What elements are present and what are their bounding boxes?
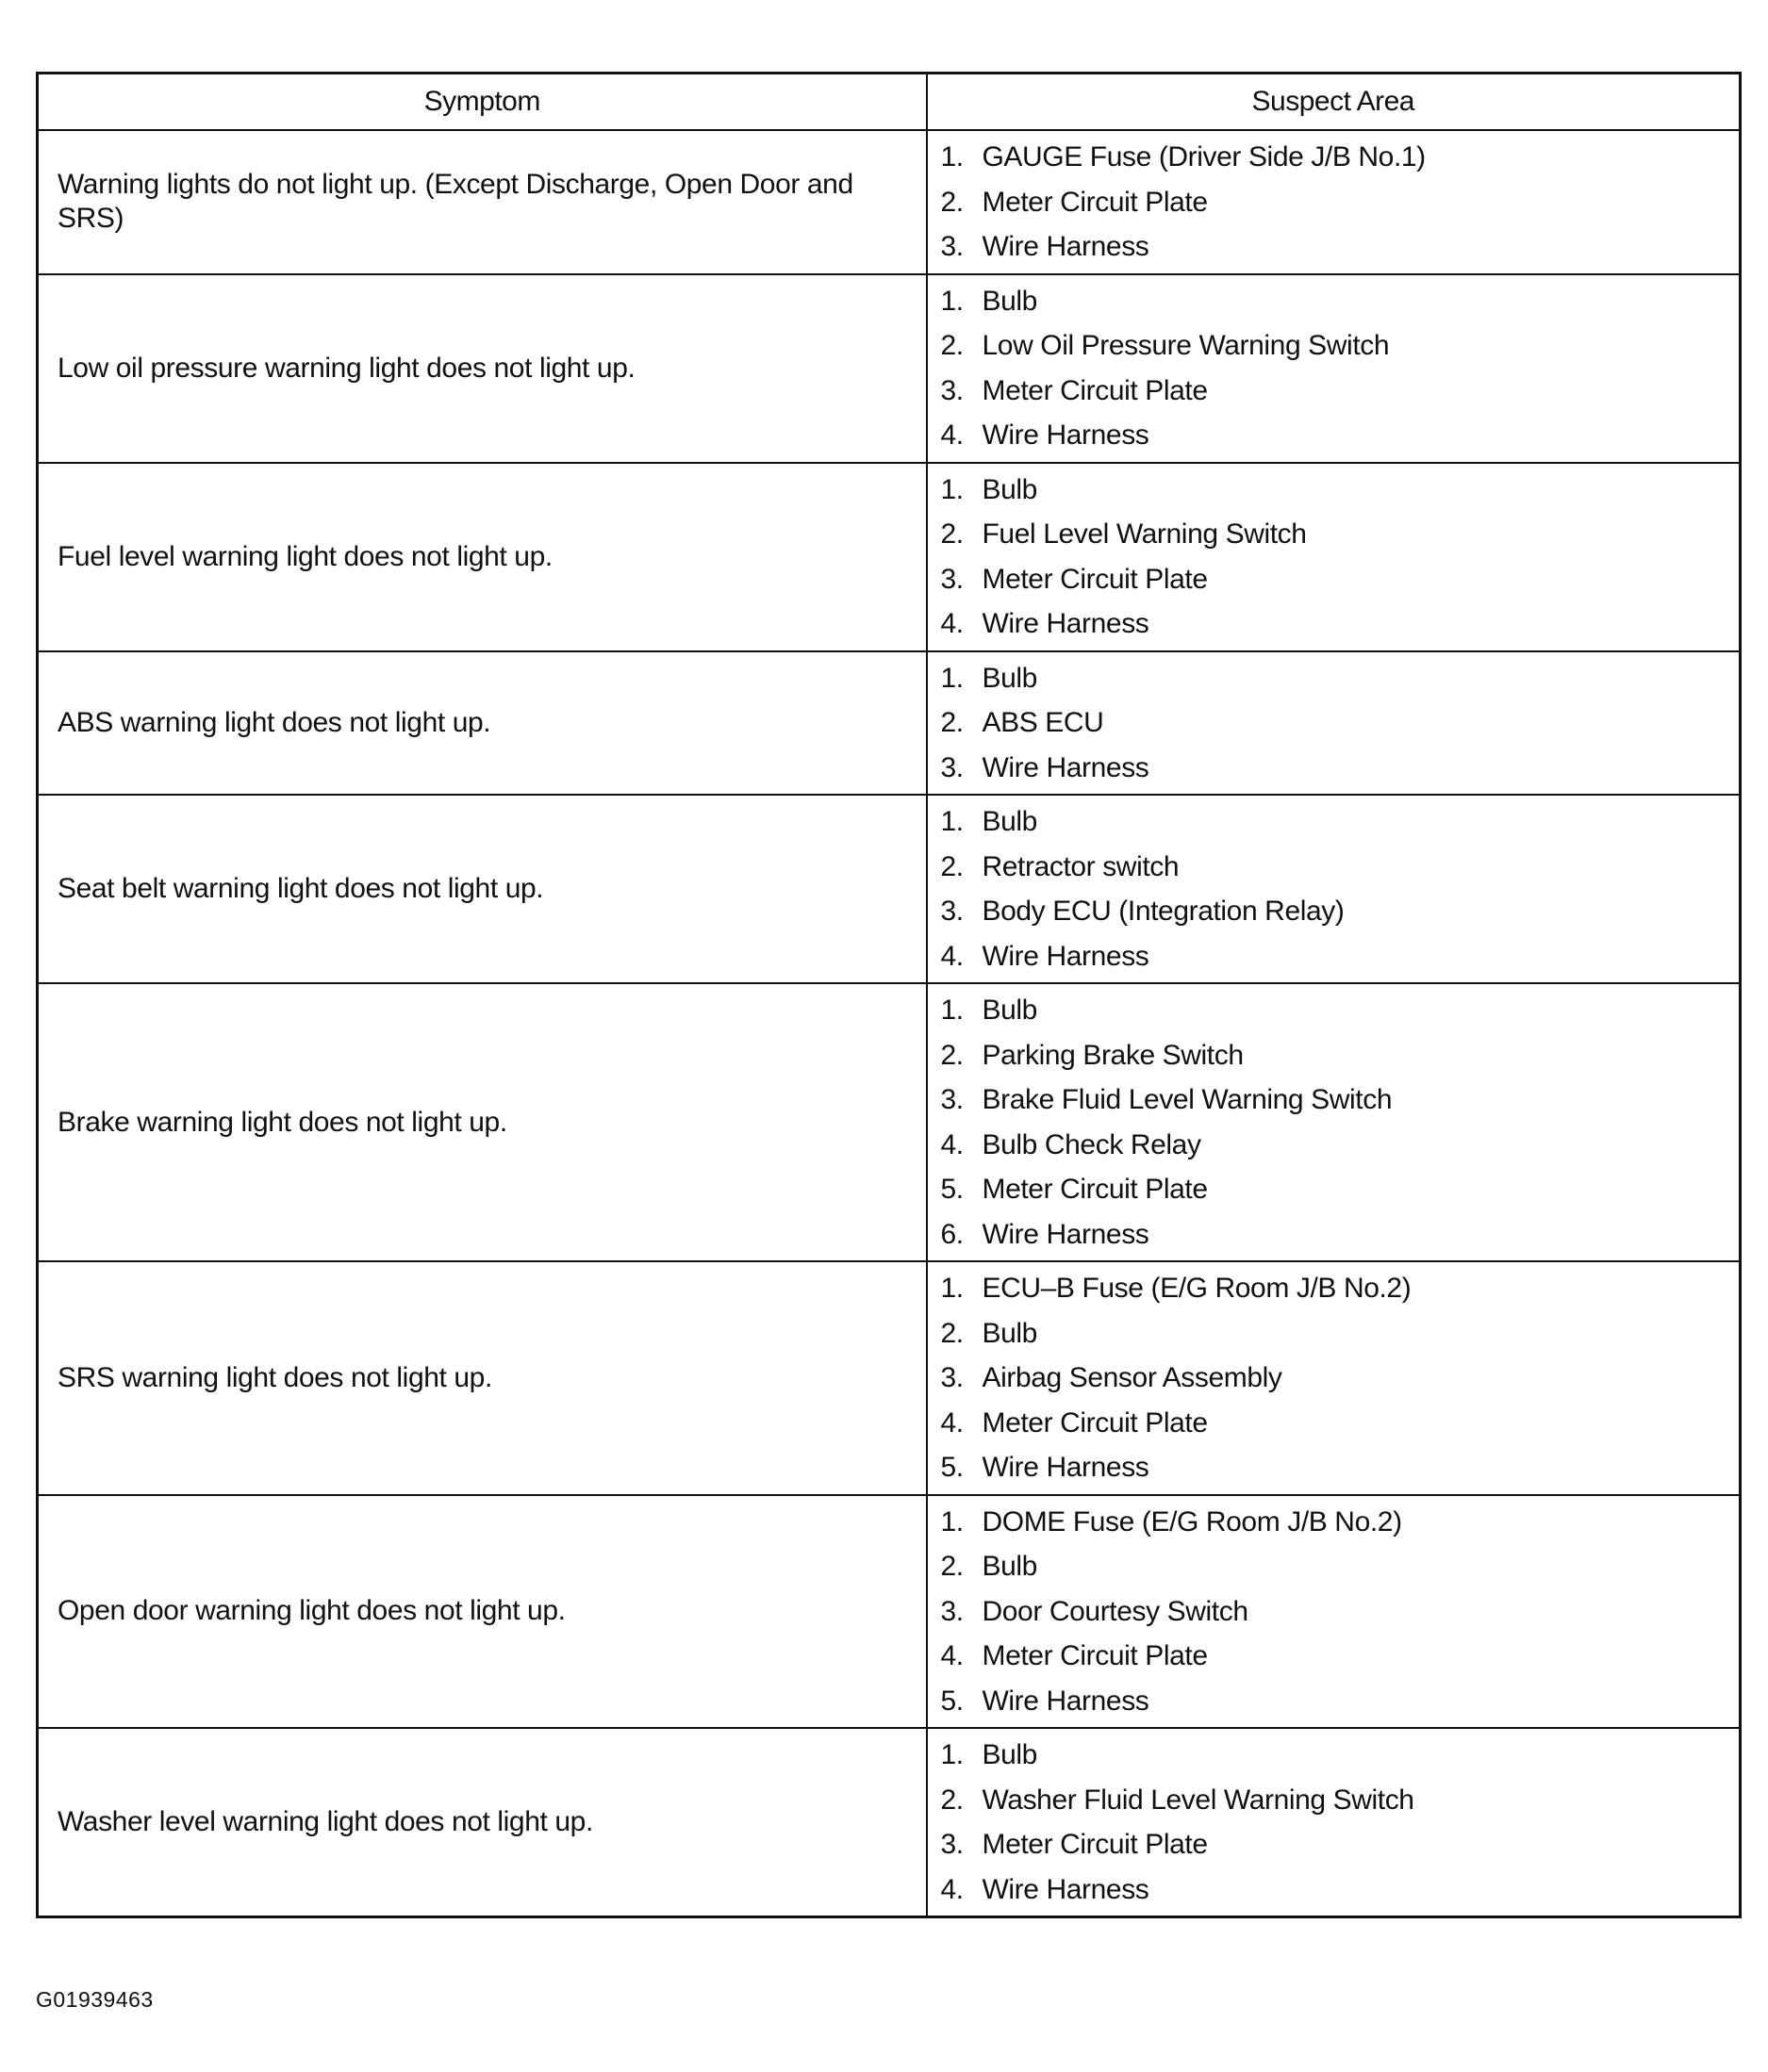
suspect-area-cell bbox=[927, 463, 1741, 651]
list-item-text: Door Courtesy Switch bbox=[982, 1595, 1248, 1627]
list-item-text: Bulb bbox=[982, 1317, 1037, 1349]
list-item bbox=[941, 656, 1730, 701]
list-item bbox=[941, 135, 1730, 180]
list-item-number: 1. bbox=[940, 285, 964, 317]
list-item-text: GAUGE Fuse (Driver Side J/B No.1) bbox=[982, 141, 1426, 173]
list-item-text: Wire Harness bbox=[982, 940, 1149, 972]
list-item-text: Retractor switch bbox=[982, 850, 1180, 882]
list-item-text: Parking Brake Switch bbox=[982, 1039, 1244, 1071]
list-item-text: Wire Harness bbox=[982, 608, 1149, 639]
list-item-text: Wire Harness bbox=[982, 1452, 1149, 1483]
list-item-number: 4. bbox=[940, 1128, 964, 1160]
figure-id: G01939463 bbox=[36, 1987, 154, 2012]
list-item-text: Low Oil Pressure Warning Switch bbox=[982, 330, 1390, 361]
list-item-number: 4. bbox=[940, 1640, 964, 1671]
list-item bbox=[941, 1356, 1730, 1401]
symptom-cell: Fuel level warning light does not light up. bbox=[38, 463, 927, 651]
list-item-number: 3. bbox=[940, 1829, 964, 1860]
list-item bbox=[941, 557, 1730, 602]
list-item-number: 1. bbox=[940, 1739, 964, 1770]
list-item bbox=[941, 845, 1730, 890]
suspect-list bbox=[941, 468, 1730, 647]
table-row bbox=[38, 463, 1741, 651]
list-item bbox=[941, 934, 1730, 979]
symptom-cell: ABS warning light does not light up. bbox=[38, 651, 927, 796]
list-item-number: 1. bbox=[940, 662, 964, 694]
table-row bbox=[38, 795, 1741, 983]
list-item-number: 1. bbox=[940, 806, 964, 837]
symptom-cell: SRS warning light does not light up. bbox=[38, 1261, 927, 1495]
list-item-text: Airbag Sensor Assembly bbox=[982, 1362, 1282, 1393]
list-item-number: 2. bbox=[940, 518, 964, 550]
list-item bbox=[941, 1167, 1730, 1212]
table-row bbox=[38, 274, 1741, 463]
list-item-text: Bulb bbox=[982, 662, 1037, 694]
list-item-number: 5. bbox=[940, 1174, 964, 1205]
list-item bbox=[941, 369, 1730, 414]
list-item-text: Brake Fluid Level Warning Switch bbox=[982, 1084, 1393, 1115]
suspect-area-cell bbox=[927, 1495, 1741, 1729]
suspect-list bbox=[941, 988, 1730, 1257]
list-item-text: Wire Harness bbox=[982, 231, 1149, 262]
list-item bbox=[941, 1634, 1730, 1679]
list-item-number: 3. bbox=[940, 231, 964, 262]
suspect-area-cell bbox=[927, 795, 1741, 983]
list-item-number: 2. bbox=[940, 330, 964, 361]
list-item-number: 1. bbox=[940, 473, 964, 505]
list-item-text: Meter Circuit Plate bbox=[982, 563, 1208, 595]
symptom-cell: Warning lights do not light up. (Except Discharge, Open Door and SRS) bbox=[38, 130, 927, 274]
symptom-cell: Open door warning light does not light up. bbox=[38, 1495, 927, 1729]
list-item-number: 1. bbox=[940, 141, 964, 173]
header-symptom: Symptom bbox=[38, 74, 927, 131]
list-item bbox=[941, 180, 1730, 225]
list-item-number: 6. bbox=[940, 1218, 964, 1250]
list-item-text: ABS ECU bbox=[982, 707, 1104, 738]
table-row bbox=[38, 1728, 1741, 1917]
list-item-number: 1. bbox=[940, 995, 964, 1026]
list-item-text: DOME Fuse (E/G Room J/B No.2) bbox=[982, 1505, 1402, 1538]
list-item-number: 4. bbox=[940, 940, 964, 972]
list-item-text: Bulb bbox=[982, 1551, 1037, 1582]
list-item-text: Meter Circuit Plate bbox=[982, 1174, 1208, 1205]
list-item bbox=[941, 1867, 1730, 1913]
list-item-text: Bulb bbox=[982, 806, 1037, 837]
suspect-list bbox=[941, 799, 1730, 978]
list-item-number: 2. bbox=[940, 1784, 964, 1816]
list-item bbox=[941, 468, 1730, 513]
list-item-text: Body ECU (Integration Relay) bbox=[982, 896, 1345, 927]
list-item bbox=[941, 601, 1730, 647]
list-item bbox=[941, 700, 1730, 746]
list-item-number: 3. bbox=[940, 751, 964, 783]
list-item-number: 2. bbox=[940, 1551, 964, 1582]
list-item-number: 5. bbox=[940, 1452, 964, 1483]
list-item-number: 3. bbox=[940, 896, 964, 927]
list-item-text: Wire Harness bbox=[982, 419, 1149, 451]
suspect-list bbox=[941, 656, 1730, 791]
suspect-area-cell bbox=[927, 651, 1741, 796]
list-item bbox=[941, 1033, 1730, 1078]
list-item-number: 1. bbox=[940, 1273, 964, 1304]
list-item bbox=[941, 279, 1730, 324]
list-item-number: 2. bbox=[940, 850, 964, 882]
suspect-list bbox=[941, 1266, 1730, 1490]
list-item-number: 3. bbox=[940, 1084, 964, 1115]
list-item-text: Meter Circuit Plate bbox=[982, 374, 1208, 406]
list-item bbox=[941, 1822, 1730, 1867]
list-item-number: 3. bbox=[940, 1595, 964, 1627]
list-item bbox=[941, 889, 1730, 934]
list-item bbox=[941, 799, 1730, 845]
suspect-list bbox=[941, 135, 1730, 270]
list-item-text: Bulb bbox=[982, 1739, 1037, 1770]
list-item-number: 3. bbox=[940, 563, 964, 595]
list-item bbox=[941, 1077, 1730, 1123]
table-header-row bbox=[38, 74, 1741, 131]
list-item bbox=[941, 512, 1730, 557]
suspect-area-cell bbox=[927, 1261, 1741, 1495]
list-item-text: Bulb bbox=[982, 285, 1037, 317]
list-item-text: Wire Harness bbox=[982, 751, 1149, 783]
list-item-number: 3. bbox=[940, 374, 964, 406]
list-item-text: Meter Circuit Plate bbox=[982, 1640, 1208, 1671]
list-item-number: 5. bbox=[940, 1685, 964, 1717]
list-item bbox=[941, 1544, 1730, 1589]
symptom-cell: Brake warning light does not light up. bbox=[38, 983, 927, 1261]
list-item-number: 4. bbox=[940, 419, 964, 451]
list-item-text: Washer Fluid Level Warning Switch bbox=[982, 1784, 1414, 1816]
list-item bbox=[941, 413, 1730, 458]
table-body bbox=[38, 130, 1741, 1917]
list-item-number: 2. bbox=[940, 1317, 964, 1349]
table-row bbox=[38, 651, 1741, 796]
list-item-number: 2. bbox=[940, 1039, 964, 1071]
list-item-number: 4. bbox=[940, 1406, 964, 1439]
list-item-text: Bulb Check Relay bbox=[982, 1128, 1201, 1160]
list-item bbox=[941, 1733, 1730, 1778]
list-item bbox=[941, 1123, 1730, 1168]
list-item bbox=[941, 746, 1730, 791]
list-item-text: Meter Circuit Plate bbox=[982, 186, 1208, 218]
troubleshooting-table bbox=[36, 72, 1742, 1918]
table-row bbox=[38, 1495, 1741, 1729]
list-item-text: Meter Circuit Plate bbox=[982, 1829, 1208, 1860]
suspect-area-cell bbox=[927, 274, 1741, 463]
list-item-number: 3. bbox=[940, 1362, 964, 1393]
list-item-text: Bulb bbox=[982, 473, 1037, 505]
list-item-number: 2. bbox=[940, 186, 964, 218]
list-item-number: 4. bbox=[940, 608, 964, 639]
suspect-list bbox=[941, 1733, 1730, 1912]
list-item-text: Meter Circuit Plate bbox=[982, 1406, 1208, 1439]
list-item bbox=[941, 988, 1730, 1033]
list-item bbox=[941, 224, 1730, 270]
list-item bbox=[941, 1679, 1730, 1724]
table-row bbox=[38, 983, 1741, 1261]
suspect-list bbox=[941, 279, 1730, 458]
list-item-text: Wire Harness bbox=[982, 1685, 1149, 1717]
list-item bbox=[941, 1212, 1730, 1258]
list-item-text: Fuel Level Warning Switch bbox=[982, 518, 1307, 550]
symptom-cell: Seat belt warning light does not light up. bbox=[38, 795, 927, 983]
list-item bbox=[941, 1589, 1730, 1635]
list-item-text: Bulb bbox=[982, 995, 1037, 1026]
symptom-cell: Low oil pressure warning light does not light up. bbox=[38, 274, 927, 463]
list-item bbox=[941, 323, 1730, 369]
header-suspect-area: Suspect Area bbox=[927, 74, 1741, 131]
suspect-area-cell bbox=[927, 983, 1741, 1261]
list-item-number: 1. bbox=[940, 1505, 964, 1538]
list-item-text: Wire Harness bbox=[982, 1873, 1149, 1905]
list-item bbox=[941, 1445, 1730, 1490]
list-item-text: ECU–B Fuse (E/G Room J/B No.2) bbox=[982, 1273, 1412, 1304]
list-item bbox=[941, 1778, 1730, 1823]
list-item bbox=[941, 1266, 1730, 1311]
suspect-list bbox=[941, 1500, 1730, 1724]
symptom-cell: Washer level warning light does not light up. bbox=[38, 1728, 927, 1917]
suspect-area-cell bbox=[927, 130, 1741, 274]
list-item bbox=[941, 1401, 1730, 1446]
table-row bbox=[38, 1261, 1741, 1495]
list-item bbox=[941, 1311, 1730, 1357]
suspect-area-cell bbox=[927, 1728, 1741, 1917]
list-item bbox=[941, 1500, 1730, 1545]
list-item-number: 2. bbox=[940, 707, 964, 738]
table-row bbox=[38, 130, 1741, 274]
list-item-text: Wire Harness bbox=[982, 1218, 1149, 1250]
list-item-number: 4. bbox=[940, 1873, 964, 1905]
